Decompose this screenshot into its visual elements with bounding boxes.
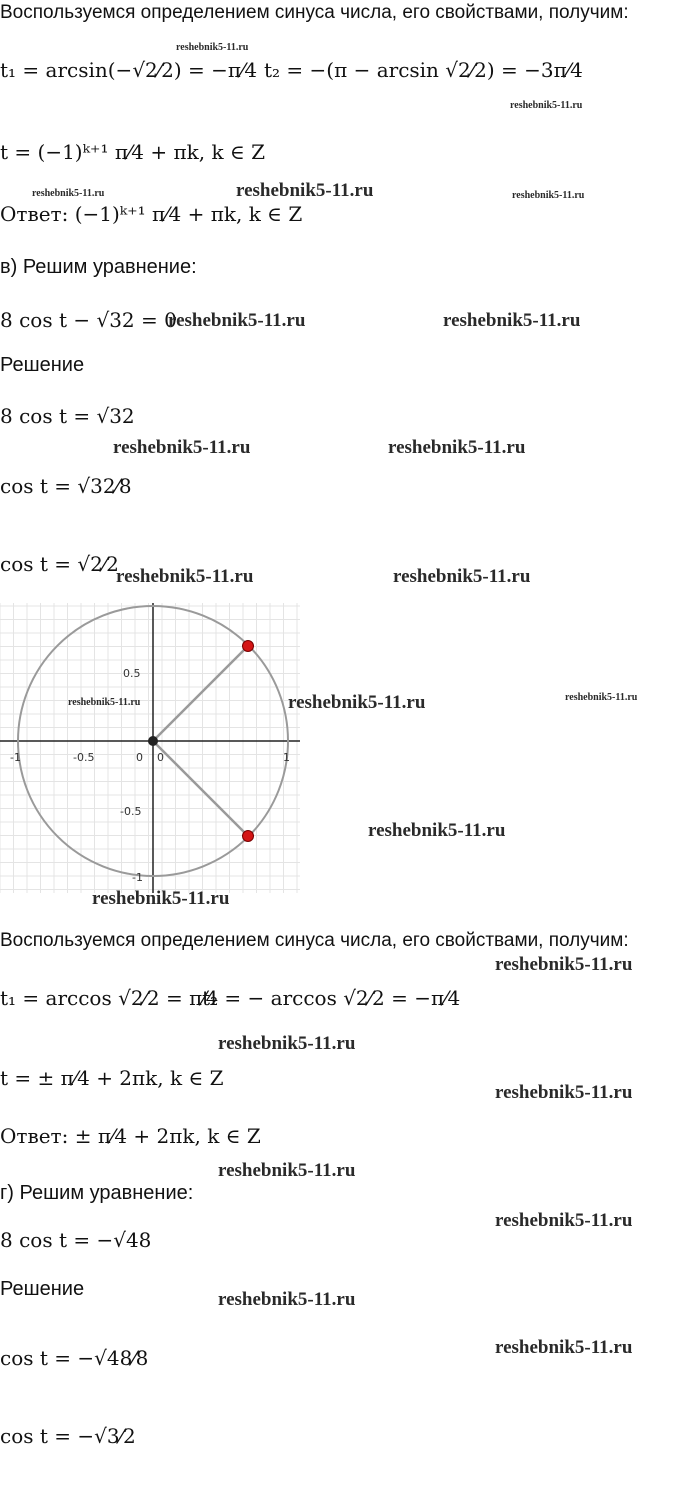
point-pi-over-4 xyxy=(243,641,254,652)
t2-solution-v: t₂ = − arccos √2⁄2 = −π⁄4 xyxy=(202,986,461,1010)
watermark: reshebnik5-11.ru xyxy=(495,1337,633,1358)
tick-y-neg1: -1 xyxy=(132,871,143,884)
tick-x-neg1: -1 xyxy=(10,751,21,764)
intro-text-1: Воспользуемся определением синуса числа, его свойствами, получим: xyxy=(0,2,629,23)
point-minus-pi-over-4 xyxy=(243,831,254,842)
t2-solution-a: t₂ = −(π − arcsin √2⁄2) = −3π⁄4 xyxy=(264,58,583,82)
tick-x-1: 1 xyxy=(283,751,290,764)
watermark: reshebnik5-11.ru xyxy=(168,310,306,331)
watermark: reshebnik5-11.ru xyxy=(510,100,583,111)
solution-label-g: Решение xyxy=(0,1278,85,1300)
equation-v: 8 cos t − √32 = 0 xyxy=(0,308,177,332)
watermark: reshebnik5-11.ru xyxy=(393,566,531,587)
step-g-1: cos t = −√48⁄8 xyxy=(0,1346,149,1370)
t1-solution-v: t₁ = arccos √2⁄2 = π⁄4 xyxy=(0,986,219,1010)
watermark: reshebnik5-11.ru xyxy=(68,697,141,708)
general-solution-a: t = (−1)ᵏ⁺¹ π⁄4 + πk, k ∈ Z xyxy=(0,140,266,164)
equation-g: 8 cos t = −√48 xyxy=(0,1228,152,1252)
watermark: reshebnik5-11.ru xyxy=(236,180,374,201)
step-v-3: cos t = √2⁄2 xyxy=(0,552,119,576)
grid-lines xyxy=(0,603,300,893)
watermark: reshebnik5-11.ru xyxy=(218,1289,356,1310)
watermark: reshebnik5-11.ru xyxy=(443,310,581,331)
step-v-2: cos t = √32⁄8 xyxy=(0,474,132,498)
watermark: reshebnik5-11.ru xyxy=(116,566,254,587)
tick-y-neg05: -0.5 xyxy=(120,805,142,818)
watermark: reshebnik5-11.ru xyxy=(92,888,230,909)
watermark: reshebnik5-11.ru xyxy=(113,437,251,458)
watermark: reshebnik5-11.ru xyxy=(565,692,638,703)
intro-text-2: Воспользуемся определением синуса числа, его свойствами, получим: xyxy=(0,930,629,951)
watermark: reshebnik5-11.ru xyxy=(176,42,249,53)
step-g-2: cos t = −√3⁄2 xyxy=(0,1424,136,1448)
watermark: reshebnik5-11.ru xyxy=(495,954,633,975)
tick-origin: 0 xyxy=(157,751,164,764)
origin-point xyxy=(148,736,158,746)
tick-x-0: 0 xyxy=(136,751,143,764)
watermark: reshebnik5-11.ru xyxy=(368,820,506,841)
unit-circle-figure xyxy=(0,603,300,893)
part-g-title: г) Решим уравнение: xyxy=(0,1182,194,1204)
part-v-title: в) Решим уравнение: xyxy=(0,256,197,278)
unit-circle-svg xyxy=(0,603,300,893)
watermark: reshebnik5-11.ru xyxy=(288,692,426,713)
tick-x-neg05: -0.5 xyxy=(73,751,95,764)
watermark: reshebnik5-11.ru xyxy=(32,188,105,199)
watermark: reshebnik5-11.ru xyxy=(388,437,526,458)
general-solution-v: t = ± π⁄4 + 2πk, k ∈ Z xyxy=(0,1066,224,1090)
answer-v: Ответ: ± π⁄4 + 2πk, k ∈ Z xyxy=(0,1124,261,1148)
solution-label-v: Решение xyxy=(0,354,85,376)
watermark: reshebnik5-11.ru xyxy=(218,1033,356,1054)
t1-solution-a: t₁ = arcsin(−√2⁄2) = −π⁄4 xyxy=(0,58,258,82)
tick-y-05: 0.5 xyxy=(123,667,141,680)
answer-a: Ответ: (−1)ᵏ⁺¹ π⁄4 + πk, k ∈ Z xyxy=(0,202,303,226)
watermark: reshebnik5-11.ru xyxy=(218,1160,356,1181)
watermark: reshebnik5-11.ru xyxy=(512,190,585,201)
watermark: reshebnik5-11.ru xyxy=(495,1082,633,1103)
step-v-1: 8 cos t = √32 xyxy=(0,404,135,428)
watermark: reshebnik5-11.ru xyxy=(495,1210,633,1231)
